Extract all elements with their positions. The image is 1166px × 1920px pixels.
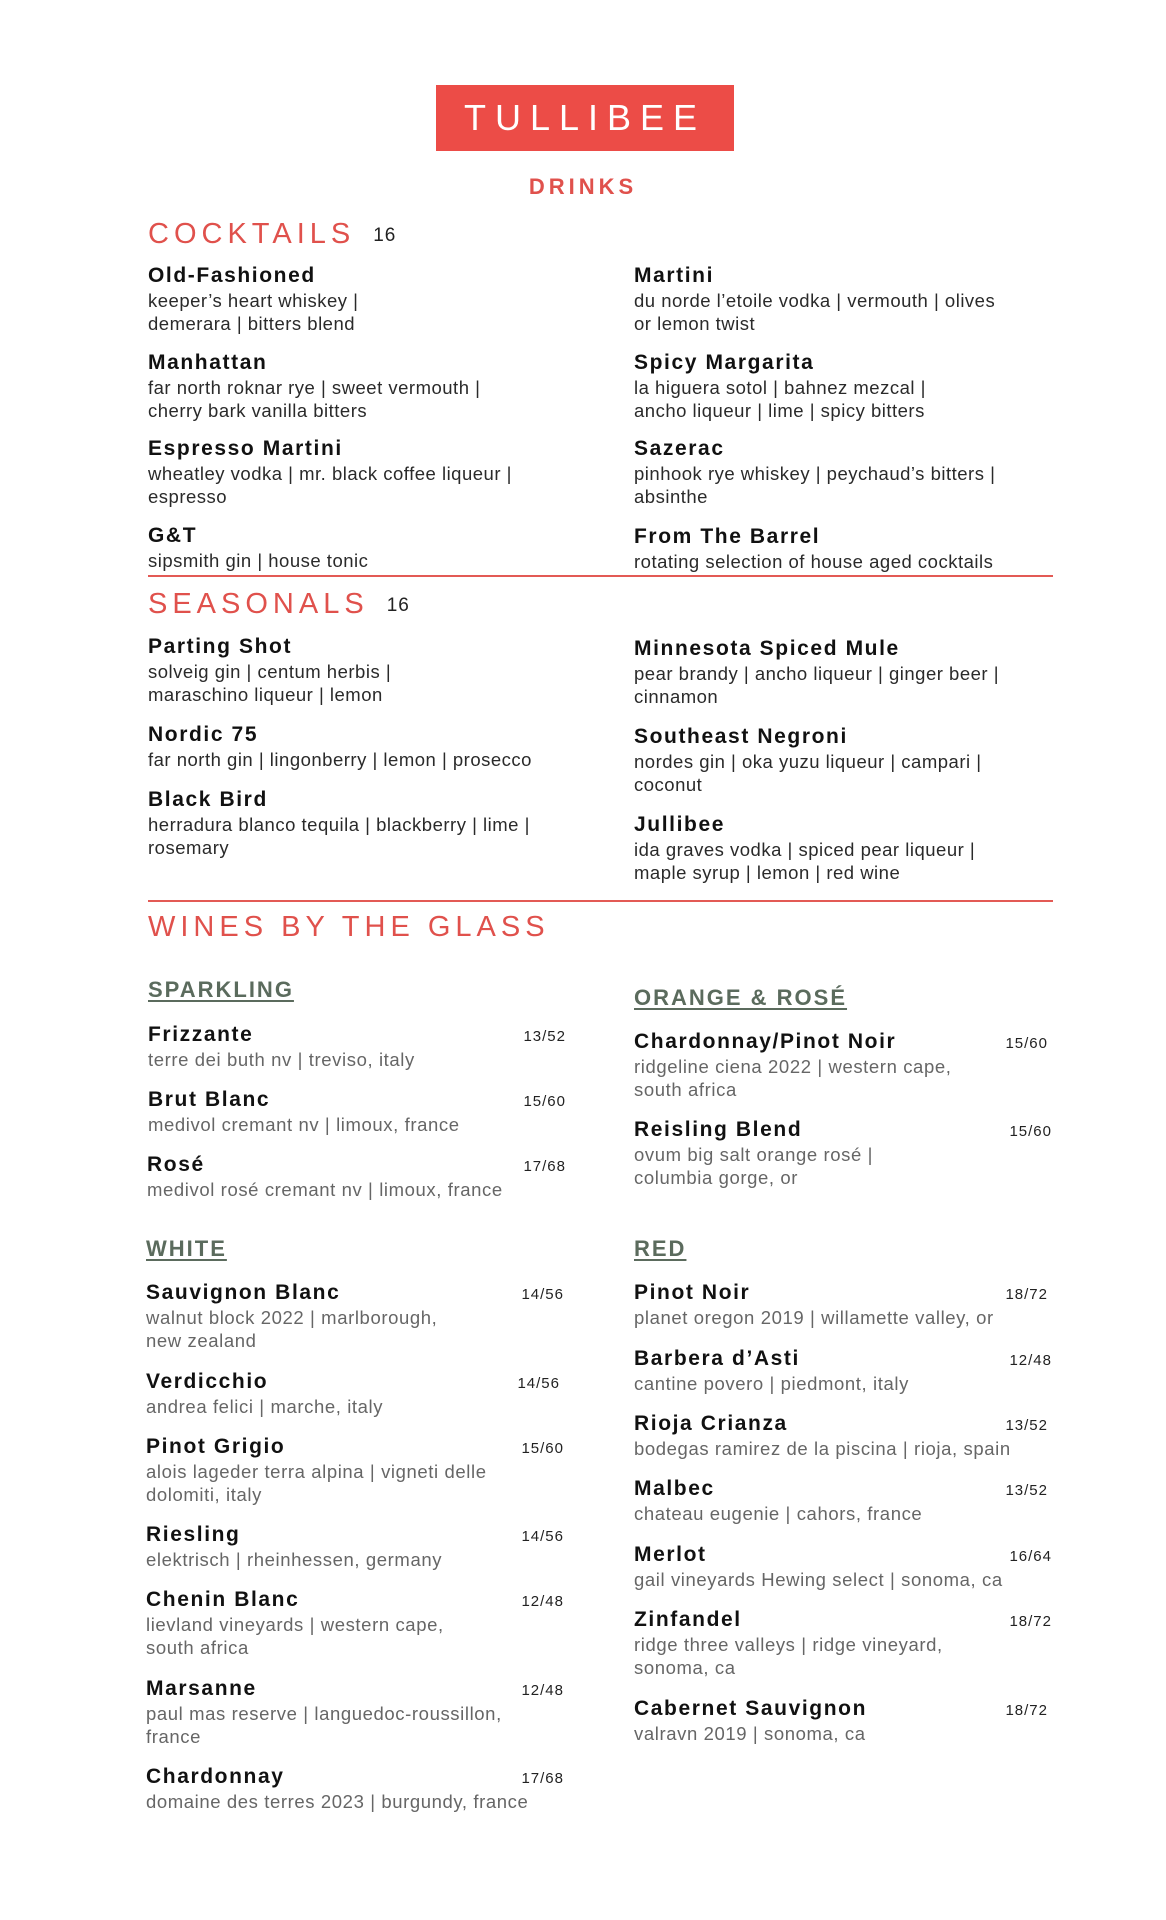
wine-item: [634, 1117, 1052, 1189]
wine-item: [146, 1434, 564, 1506]
item-desc: or lemon twist: [634, 313, 756, 334]
wine-desc: france: [146, 1726, 202, 1747]
menu-item: [634, 724, 1104, 796]
wine-item: [146, 1587, 564, 1659]
menu-item: [634, 636, 1104, 708]
wine-price: 13/52: [523, 1028, 566, 1045]
item-name: Spicy Margarita: [634, 351, 815, 374]
menu-item: [148, 722, 618, 771]
wine-desc: south africa: [634, 1079, 737, 1100]
wine-item: [634, 1280, 1048, 1329]
item-name: Sazerac: [634, 437, 725, 460]
item-desc: wheatley vodka | mr. black coffee liqueur |: [148, 463, 512, 484]
cocktails-title: COCKTAILS: [148, 218, 356, 250]
item-desc: ida graves vodka | spiced pear liqueur |: [634, 839, 976, 860]
wine-desc: terre dei buth nv | treviso, italy: [148, 1049, 415, 1070]
wine-name: Zinfandel: [634, 1608, 742, 1631]
item-desc: coconut: [634, 774, 703, 795]
wine-name: Brut Blanc: [148, 1088, 271, 1111]
menu-item: [148, 350, 618, 422]
menu-item: [634, 263, 1104, 335]
wine-price: 13/52: [1005, 1417, 1048, 1434]
menu-item: [148, 787, 618, 859]
section-divider: [148, 575, 1053, 577]
seasonals-title: SEASONALS: [148, 588, 369, 620]
wine-name: Reisling Blend: [634, 1118, 803, 1141]
wine-desc: domaine des terres 2023 | burgundy, france: [146, 1791, 529, 1812]
wine-price: 13/52: [1005, 1482, 1048, 1499]
menu-item: [148, 263, 618, 335]
menu-item: [634, 524, 1104, 573]
item-desc: rotating selection of house aged cocktails: [634, 551, 994, 572]
wine-price: 16/64: [1009, 1548, 1052, 1565]
wine-price: 12/48: [1009, 1352, 1052, 1369]
wine-item: [146, 1764, 564, 1813]
wine-name: Frizzante: [148, 1023, 254, 1046]
item-desc: ancho liqueur | lime | spicy bitters: [634, 400, 925, 421]
wine-desc: ovum big salt orange rosé |: [634, 1144, 874, 1165]
menu-subtitle: DRINKS: [528, 174, 638, 199]
wine-item: [148, 1087, 566, 1136]
item-name: Old-Fashioned: [148, 264, 316, 287]
item-desc: demerara | bitters blend: [148, 313, 356, 334]
wine-name: Rosé: [147, 1153, 205, 1176]
item-desc: absinthe: [634, 486, 708, 507]
wine-item: [634, 1542, 1052, 1591]
wine-name: Chenin Blanc: [146, 1588, 300, 1611]
seasonals-price: 16: [386, 595, 410, 616]
wine-item: [634, 1607, 1052, 1679]
item-desc: cinnamon: [634, 686, 719, 707]
wine-price: 18/72: [1005, 1702, 1048, 1719]
item-name: Manhattan: [148, 351, 268, 374]
wine-price: 15/60: [523, 1093, 566, 1110]
item-name: Martini: [634, 264, 715, 287]
wine-price: 15/60: [1009, 1123, 1052, 1140]
wine-name: Pinot Noir: [634, 1281, 751, 1304]
wine-desc: medivol cremant nv | limoux, france: [148, 1114, 460, 1135]
item-desc: la higuera sotol | bahnez mezcal |: [634, 377, 926, 398]
wine-name: Marsanne: [146, 1677, 257, 1700]
wine-name: Pinot Grigio: [146, 1435, 286, 1458]
item-desc: keeper’s heart whiskey |: [148, 290, 359, 311]
wine-item: [634, 1696, 1048, 1745]
item-desc: pear brandy | ancho liqueur | ginger beer |: [634, 663, 1000, 684]
item-name: Espresso Martini: [148, 437, 343, 460]
wine-price: 14/56: [521, 1286, 564, 1303]
wine-item: [634, 1411, 1048, 1460]
wine-desc: cantine povero | piedmont, italy: [634, 1373, 909, 1394]
wine-item: [634, 1476, 1048, 1525]
wine-price: 17/68: [523, 1158, 566, 1175]
subheading-white: WHITE: [146, 1236, 227, 1261]
section-title-wines: WINES BY THE GLASS: [148, 911, 550, 943]
wine-item: [148, 1022, 566, 1071]
wine-price: 18/72: [1009, 1613, 1052, 1630]
wine-desc: medivol rosé cremant nv | limoux, france: [147, 1179, 503, 1200]
item-name: Parting Shot: [148, 635, 293, 658]
wine-item: [146, 1522, 564, 1571]
wine-name: Cabernet Sauvignon: [634, 1697, 867, 1720]
wine-name: Chardonnay/Pinot Noir: [634, 1030, 897, 1053]
menu-item: [634, 436, 1104, 508]
wine-item: [634, 1346, 1052, 1395]
wine-desc: south africa: [146, 1637, 249, 1658]
item-desc: cherry bark vanilla bitters: [148, 400, 368, 421]
wine-desc: alois lageder terra alpina | vigneti delle: [146, 1461, 487, 1482]
menu-item: [148, 523, 618, 572]
section-divider: [148, 900, 1053, 902]
item-desc: nordes gin | oka yuzu liqueur | campari |: [634, 751, 982, 772]
item-name: G&T: [148, 524, 198, 547]
cocktails-price: 16: [373, 225, 397, 246]
wine-name: Merlot: [634, 1543, 707, 1566]
wine-price: 14/56: [517, 1375, 560, 1392]
menu-item: [634, 812, 1104, 884]
item-name: Black Bird: [148, 788, 268, 811]
wine-desc: columbia gorge, or: [634, 1167, 799, 1188]
item-desc: sipsmith gin | house tonic: [148, 550, 369, 571]
brand-logo: TULLIBEE: [436, 85, 734, 151]
wine-item: [146, 1280, 564, 1352]
wine-price: 15/60: [521, 1440, 564, 1457]
wine-name: Verdicchio: [146, 1370, 269, 1393]
wine-name: Chardonnay: [146, 1765, 285, 1788]
wine-item: [146, 1676, 564, 1748]
wine-price: 18/72: [1005, 1286, 1048, 1303]
wine-desc: new zealand: [146, 1330, 257, 1351]
wine-desc: dolomiti, italy: [146, 1484, 262, 1505]
wine-desc: planet oregon 2019 | willamette valley, or: [634, 1307, 994, 1328]
wine-price: 12/48: [521, 1593, 564, 1610]
wine-name: Barbera d’Asti: [634, 1347, 800, 1370]
wine-price: 15/60: [1005, 1035, 1048, 1052]
item-desc: maple syrup | lemon | red wine: [634, 862, 901, 883]
menu-item: [148, 436, 618, 508]
wine-name: Rioja Crianza: [634, 1412, 788, 1435]
section-title-seasonals: [148, 588, 410, 621]
section-title-cocktails: [148, 218, 396, 251]
subheading-orange-rose: ORANGE & ROSÉ: [634, 985, 848, 1010]
wine-desc: valravn 2019 | sonoma, ca: [634, 1723, 866, 1744]
item-name: Jullibee: [634, 813, 725, 836]
item-desc: du norde l’etoile vodka | vermouth | olives: [634, 290, 996, 311]
wine-name: Riesling: [146, 1523, 241, 1546]
item-desc: espresso: [148, 486, 228, 507]
wine-desc: ridgeline ciena 2022 | western cape,: [634, 1056, 952, 1077]
item-desc: solveig gin | centum herbis |: [148, 661, 392, 682]
item-desc: far north roknar rye | sweet vermouth |: [148, 377, 481, 398]
wine-desc: lievland vineyards | western cape,: [146, 1614, 444, 1635]
wine-desc: elektrisch | rheinhessen, germany: [146, 1549, 443, 1570]
wine-item: [147, 1152, 566, 1201]
item-name: Southeast Negroni: [634, 725, 848, 748]
menu-item: [148, 634, 618, 706]
item-desc: rosemary: [148, 837, 230, 858]
item-name: Nordic 75: [148, 723, 259, 746]
wine-price: 14/56: [521, 1528, 564, 1545]
wine-desc: sonoma, ca: [634, 1657, 736, 1678]
wine-item: [634, 1029, 1048, 1101]
item-desc: far north gin | lingonberry | lemon | prosecco: [148, 749, 532, 770]
wine-desc: chateau eugenie | cahors, france: [634, 1503, 923, 1524]
item-desc: maraschino liqueur | lemon: [148, 684, 383, 705]
wine-item: [146, 1369, 560, 1418]
wine-desc: ridge three valleys | ridge vineyard,: [634, 1634, 943, 1655]
wine-price: 17/68: [521, 1770, 564, 1787]
item-desc: pinhook rye whiskey | peychaud’s bitters |: [634, 463, 996, 484]
wine-price: 12/48: [521, 1682, 564, 1699]
wine-desc: gail vineyards Hewing select | sonoma, ca: [634, 1569, 1003, 1590]
wine-desc: walnut block 2022 | marlborough,: [146, 1307, 438, 1328]
subheading-sparkling: SPARKLING: [148, 977, 294, 1002]
item-name: From The Barrel: [634, 525, 821, 548]
menu-item: [634, 350, 1104, 422]
item-name: Minnesota Spiced Mule: [634, 637, 900, 660]
wine-desc: andrea felici | marche, italy: [146, 1396, 384, 1417]
item-desc: herradura blanco tequila | blackberry | lime |: [148, 814, 530, 835]
wine-desc: paul mas reserve | languedoc-roussillon,: [146, 1703, 502, 1724]
wine-name: Malbec: [634, 1477, 715, 1500]
wine-desc: bodegas ramirez de la piscina | rioja, spain: [634, 1438, 1011, 1459]
subheading-red: RED: [634, 1236, 687, 1261]
wine-name: Sauvignon Blanc: [146, 1281, 341, 1304]
